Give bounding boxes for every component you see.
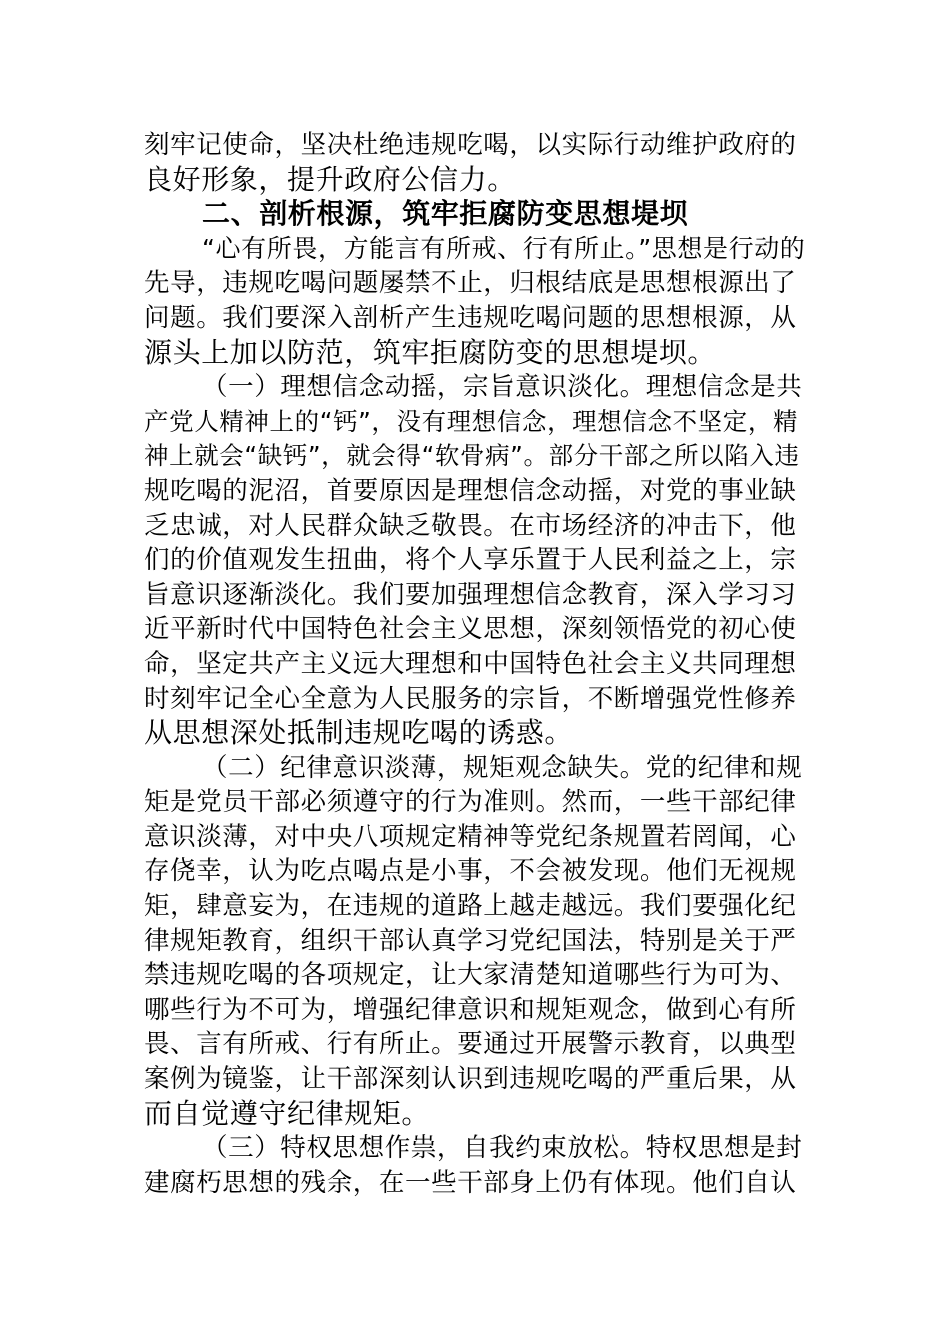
paragraph-line: 从思想深处抵制违规吃喝的诱惑。 [144, 716, 574, 750]
paragraph-line: 良好形象，提升政府公信力。 [144, 162, 516, 196]
paragraph-line: 命，坚定共产主义远大理想和中国特色社会主义共同理想 [144, 648, 797, 679]
paragraph-line: 案例为镜鉴，让干部深刻认识到违规吃喝的严重后果，从 [144, 1064, 797, 1095]
paragraph-line: 而自觉遵守纪律规矩。 [144, 1096, 431, 1130]
paragraph-line: 矩是党员干部必须遵守的行为准则。然而，一些干部纪律 [144, 787, 797, 818]
paragraph-line: 源头上加以防范，筑牢拒腐防变的思想堤坝。 [144, 335, 717, 369]
paragraph-line: （三）特权思想作祟，自我约束放松。特权思想是封 [202, 1133, 803, 1164]
paragraph-line: 们的价值观发生扭曲，将个人享乐置于人民利益之上，宗 [144, 545, 797, 576]
paragraph-line: 乏忠诚，对人民群众缺乏敬畏。在市场经济的冲击下，他 [144, 510, 797, 541]
paragraph-line: 意识淡薄，对中央八项规定精神等党纪条规置若罔闻，心 [144, 821, 797, 852]
paragraph-line: 刻牢记使命，坚决杜绝违规吃喝，以实际行动维护政府的 [144, 130, 797, 160]
paragraph-line: 律规矩教育，组织干部认真学习党纪国法，特别是关于严 [144, 925, 797, 956]
paragraph-line: 畏、言有所戒、行有所止。要通过开展警示教育，以典型 [144, 1029, 797, 1060]
paragraph-line: 问题。我们要深入剖析产生违规吃喝问题的思想根源，从 [144, 302, 797, 333]
paragraph-line: 近平新时代中国特色社会主义思想，深刻领悟党的初心使 [144, 614, 797, 645]
paragraph-line: 产党人精神上的“钙”，没有理想信念，理想信念不坚定，精 [144, 406, 799, 436]
document-body [144, 128, 806, 1200]
paragraph-line: 建腐朽思想的残余，在一些干部身上仍有体现。他们自认 [144, 1167, 797, 1198]
paragraph-line: “心有所畏，方能言有所戒、行有所止。”思想是行动的 [202, 233, 806, 263]
paragraph-line: （二）纪律意识淡薄，规矩观念缺失。党的纪律和规 [202, 752, 803, 783]
paragraph-line: （一）理想信念动摇，宗旨意识淡化。理想信念是共 [202, 372, 803, 403]
paragraph-line: 矩，肆意妄为，在违规的道路上越走越远。我们要强化纪 [144, 891, 797, 922]
paragraph-line: 存侥幸，认为吃点喝点是小事，不会被发现。他们无视规 [144, 856, 797, 887]
paragraph-line: 神上就会“缺钙”，就会得“软骨病”。部分干部之所以陷入违 [144, 441, 800, 471]
paragraph-line: 先导，违规吃喝问题屡禁不止，归根结底是思想根源出了 [144, 268, 797, 299]
paragraph-line: 规吃喝的泥沼，首要原因是理想信念动摇，对党的事业缺 [144, 475, 797, 506]
section-heading: 二、剖析根源，筑牢拒腐防变思想堤坝 [202, 197, 689, 231]
paragraph-line: 哪些行为不可为，增强纪律意识和规矩观念，做到心有所 [144, 994, 797, 1025]
paragraph-line: 禁违规吃喝的各项规定，让大家清楚知道哪些行为可为、 [144, 960, 797, 991]
paragraph-line: 旨意识逐渐淡化。我们要加强理想信念教育，深入学习习 [144, 579, 797, 610]
paragraph-line: 时刻牢记全心全意为人民服务的宗旨，不断增强党性修养 [144, 683, 797, 714]
